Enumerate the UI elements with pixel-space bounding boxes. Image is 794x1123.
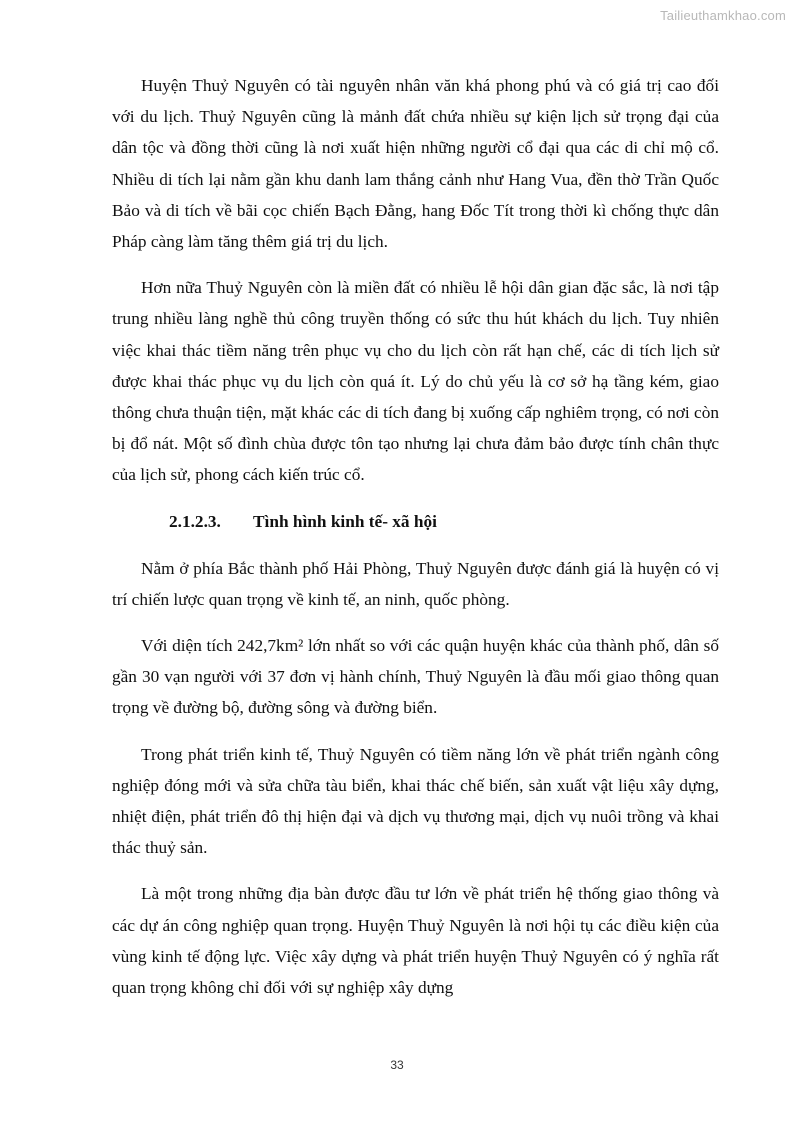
paragraph-area-population: Với diện tích 242,7km² lớn nhất so với các quận huyện khác của thành phố, dân số gần 30 vạn người với 37 đơn vị hành chính, Thuỷ Nguyên là đầu mối giao thông quan trọng về đường bộ, đường sông và đường biển. (112, 636, 719, 718)
watermark: Tailieuthamkhao.com (660, 8, 786, 23)
paragraph-investment: Là một trong những địa bàn được đầu tư lớn về phát triển hệ thống giao thông và các dự án công nghiệp quan trọng. Huyện Thuỷ Nguyên là nơi hội tụ các điều kiện của vùng kinh tế động lực. Việc xây dựng và phát triển huyện Thuỷ Nguyên có ý nghĩa rất quan trọng không chỉ đối với sự nghiệp xây dựng (112, 884, 719, 998)
page-number: 33 (390, 1058, 404, 1072)
paragraph-economic-potential: Trong phát triển kinh tế, Thuỷ Nguyên có tiềm năng lớn về phát triển ngành công nghiệp đóng mới và sửa chữa tàu biển, khai thác chế biến, sản xuất vật liệu xây dựng, nhiệt điện, phát triển đô thị hiện đại và dịch vụ thương mại, dịch vụ nuôi trồng và khai thác thuỷ sản. (112, 744, 719, 858)
section-heading (112, 506, 719, 537)
paragraph-festivals-heritage: Hơn nữa Thuỷ Nguyên còn là miền đất có nhiều lễ hội dân gian đặc sắc, là nơi tập trung nhiều làng nghề thủ công truyền thống có sức thu hút khách du lịch. Tuy nhiên việc khai thác tiềm năng trên phục vụ cho du lịch còn rất hạn chế, các di tích lịch sử được khai thác phục vụ du lịch còn quá ít. Lý do chủ yếu là cơ sở hạ tầng kém, giao thông chưa thuận tiện, mặt khác các di tích đang bị xuống cấp nghiêm trọng, có nơi còn bị đổ nát. Một số đình chùa được tôn tạo nhưng lại chưa đảm bảo được tính chân thực của lịch sử, phong cách kiến trúc cổ. (112, 278, 719, 485)
section-number: 2.1.2.3. (169, 511, 221, 531)
page-body (112, 70, 719, 1018)
section-title: Tình hình kinh tế- xã hội (253, 511, 437, 531)
paragraph-location: Nằm ở phía Bắc thành phố Hải Phòng, Thuỷ Nguyên được đánh giá là huyện có vị trí chiến lược quan trọng về kinh tế, an ninh, quốc phòng. (112, 558, 719, 609)
paragraph-cultural-resources: Huyện Thuỷ Nguyên có tài nguyên nhân văn khá phong phú và có giá trị cao đối với du lịch. Thuỷ Nguyên cũng là mảnh đất chứa nhiều sự kiện lịch sử trọng đại của dân tộc và đồng thời cũng là nơi xuất hiện những người cổ đại qua các di chỉ mộ cổ. Nhiều di tích lại nằm gần khu danh lam thắng cảnh như Hang Vua, đền thờ Trần Quốc Bảo và di tích về bãi cọc chiến Bạch Đằng, hang Đốc Tít trong thời kì chống thực dân Pháp càng làm tăng thêm giá trị du lịch. (112, 76, 719, 252)
